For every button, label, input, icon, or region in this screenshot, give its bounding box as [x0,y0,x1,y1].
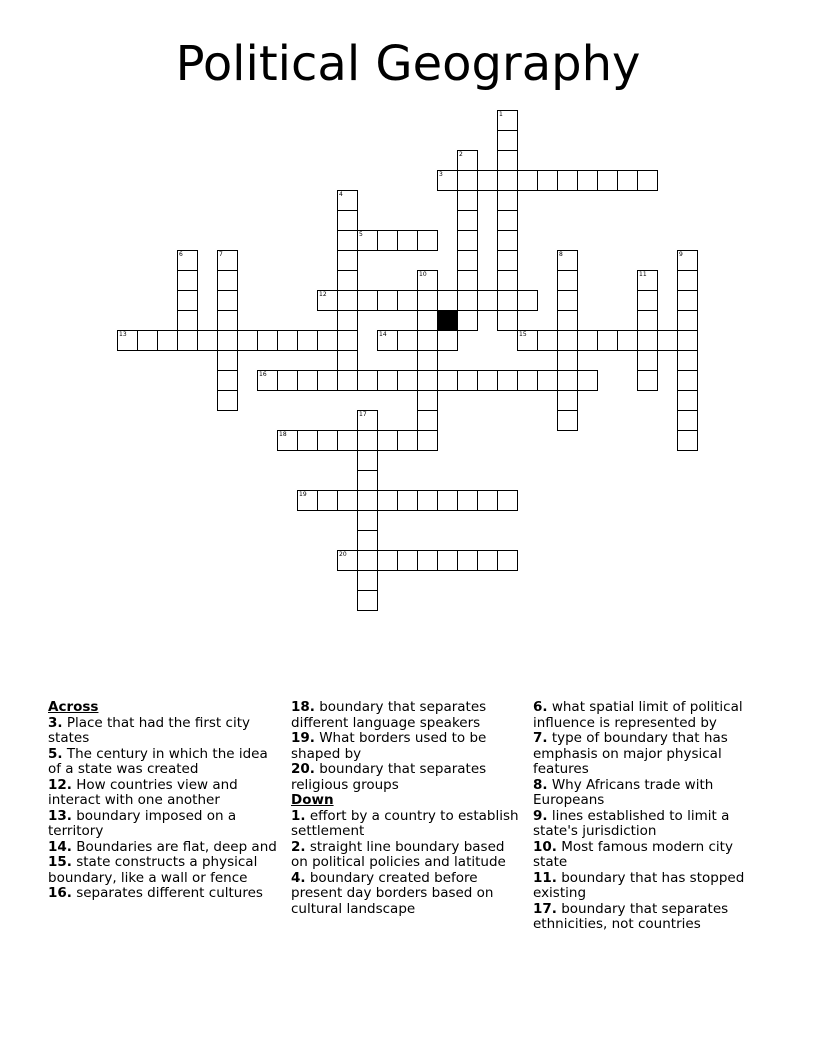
grid-cell[interactable] [497,210,518,231]
grid-cell[interactable] [337,550,358,571]
grid-cell[interactable] [457,170,478,191]
clue-number: 8 [559,251,563,258]
grid-cell[interactable] [357,490,378,511]
clue-number: 14 [379,331,387,338]
clue-number: 7 [219,251,223,258]
grid-cell[interactable] [457,490,478,511]
grid-cell[interactable] [357,510,378,531]
grid-cell[interactable] [457,230,478,251]
clue-item [533,700,765,731]
grid-cell[interactable] [317,330,338,351]
grid-cell[interactable] [357,470,378,491]
grid-cell[interactable] [497,230,518,251]
clue-column-1 [48,700,280,902]
grid-cell[interactable] [617,330,638,351]
grid-cell[interactable] [437,490,458,511]
grid-cell[interactable] [557,270,578,291]
grid-cell[interactable] [297,330,318,351]
grid-cell[interactable] [177,310,198,331]
grid-cell[interactable] [477,290,498,311]
grid-cell[interactable] [357,530,378,551]
grid-cell[interactable] [417,290,438,311]
grid-cell[interactable] [457,250,478,271]
grid-cell[interactable] [277,370,298,391]
grid-cell[interactable] [337,290,358,311]
grid-cell[interactable] [497,370,518,391]
grid-cell[interactable] [357,410,378,431]
grid-cell[interactable] [337,230,358,251]
clue-text: lines established to limit a state's jurisdiction [533,807,730,839]
clue-number-label: 18. [291,699,315,715]
clue-item [48,840,280,856]
grid-cell[interactable] [377,290,398,311]
grid-cell[interactable] [677,250,698,271]
grid-cell[interactable] [177,270,198,291]
grid-cell[interactable] [577,170,598,191]
grid-cell[interactable] [397,550,418,571]
grid-cell[interactable] [317,290,338,311]
clue-number: 1 [499,111,503,118]
clue-text: Place that had the first city states [48,714,250,746]
clue-number: 9 [679,251,683,258]
grid-cell[interactable] [517,290,538,311]
clue-text: boundary that separates religious groups [291,761,487,793]
clue-item [533,731,765,778]
clue-number: 10 [419,271,427,278]
grid-cell[interactable] [337,350,358,371]
grid-cell[interactable] [477,370,498,391]
grid-cell[interactable] [397,330,418,351]
clue-column-3 [533,700,765,933]
clue-text: boundary created before present day borders based on cultural landscape [291,869,494,917]
grid-cell[interactable] [677,350,698,371]
grid-cell[interactable] [257,330,278,351]
grid-cell[interactable] [677,390,698,411]
clue-number: 11 [639,271,647,278]
grid-cell[interactable] [277,330,298,351]
grid-cell[interactable] [677,330,698,351]
clue-number: 3 [439,171,443,178]
grid-cell[interactable] [637,330,658,351]
grid-cell[interactable] [677,370,698,391]
grid-cell[interactable] [577,370,598,391]
grid-cell[interactable] [457,270,478,291]
clue-number: 15 [519,331,527,338]
clue-number: 12 [319,291,327,298]
grid-cell[interactable] [557,370,578,391]
grid-cell[interactable] [557,170,578,191]
grid-cell[interactable] [197,330,218,351]
grid-cell[interactable] [437,330,458,351]
grid-cell[interactable] [417,370,438,391]
grid-cell[interactable] [497,250,518,271]
grid-cell[interactable] [497,270,518,291]
down-heading: Down [291,792,334,808]
clue-number-label: 16. [48,885,72,901]
grid-cell[interactable] [617,170,638,191]
grid-cell[interactable] [537,170,558,191]
clue-item [291,871,523,918]
clue-number-label: 13. [48,807,72,824]
grid-cell[interactable] [357,370,378,391]
grid-cell[interactable] [677,310,698,331]
grid-cell[interactable] [677,410,698,431]
grid-cell[interactable] [417,350,438,371]
grid-cell[interactable] [337,370,358,391]
grid-cell[interactable] [217,310,238,331]
grid-cell[interactable] [417,310,438,331]
clue-number: 2 [459,151,463,158]
clue-item [48,747,280,778]
grid-cell[interactable] [337,430,358,451]
clue-text: What borders used to be shaped by [291,730,487,762]
grid-cell[interactable] [637,350,658,371]
grid-cell[interactable] [637,270,658,291]
grid-cell[interactable] [597,330,618,351]
grid-cell[interactable] [337,210,358,231]
grid-cell[interactable] [557,290,578,311]
clue-item [48,809,280,840]
clue-item [291,762,523,793]
grid-cell[interactable] [437,370,458,391]
grid-cell[interactable] [557,390,578,411]
grid-cell[interactable] [437,170,458,191]
clue-text: How countries view and interact with one another [48,776,238,808]
grid-cell[interactable] [337,270,358,291]
clue-text: effort by a country to establish settlement [291,807,519,839]
grid-cell[interactable] [137,330,158,351]
clue-item [533,809,765,840]
clue-number: 16 [259,371,267,378]
clue-text: boundary that has stopped existing [533,869,745,901]
clue-number: 4 [339,191,343,198]
clue-item [533,902,765,933]
clue-number: 5 [359,231,363,238]
grid-cell[interactable] [417,330,438,351]
clue-number: 17 [359,411,367,418]
clue-text: Why Africans trade with Europeans [533,776,714,808]
clue-text: type of boundary that has emphasis on major physical features [533,730,728,777]
grid-cell[interactable] [337,310,358,331]
grid-cell[interactable] [517,330,538,351]
grid-cell[interactable] [437,550,458,571]
clue-number-label: 8. [533,776,548,793]
clue-number-label: 5. [48,745,63,762]
clue-item [48,778,280,809]
clue-number-label: 1. [291,807,306,824]
grid-cell[interactable] [557,310,578,331]
clue-column-2 [291,700,523,917]
grid-cell[interactable] [497,190,518,211]
clue-text: what spatial limit of political influence is represented by [533,699,743,731]
clue-item [291,840,523,871]
clue-item [48,886,280,902]
grid-cell[interactable] [277,430,298,451]
clue-number-label: 7. [533,730,548,746]
grid-cell[interactable] [297,430,318,451]
grid-cell[interactable] [217,290,238,311]
grid-cell[interactable] [457,290,478,311]
clue-number-label: 10. [533,838,557,855]
grid-cell[interactable] [637,170,658,191]
grid-cell[interactable] [177,250,198,271]
clue-text: Boundaries are flat, deep and [71,838,277,855]
clue-number-label: 4. [291,869,306,886]
grid-cell[interactable] [297,370,318,391]
grid-cell[interactable] [417,390,438,411]
grid-cell[interactable] [557,250,578,271]
clue-number-label: 19. [291,730,315,746]
clue-text: separates different cultures [71,885,263,901]
grid-cell[interactable] [357,430,378,451]
grid-cell[interactable] [317,370,338,391]
clue-number: 18 [279,431,287,438]
grid-cell[interactable] [577,330,598,351]
clue-number-label: 3. [48,714,63,731]
grid-cell[interactable] [317,430,338,451]
grid-cell[interactable] [177,290,198,311]
grid-cell[interactable] [377,370,398,391]
clue-item [48,716,280,747]
grid-cell[interactable] [457,370,478,391]
grid-cell[interactable] [477,170,498,191]
grid-cell[interactable] [417,230,438,251]
grid-cell[interactable] [177,330,198,351]
grid-cell[interactable] [477,550,498,571]
grid-cell[interactable] [637,370,658,391]
grid-cell[interactable] [657,330,678,351]
grid-cell[interactable] [357,230,378,251]
grid-cell[interactable] [557,330,578,351]
clue-number-label: 17. [533,900,557,917]
grid-cell[interactable] [377,230,398,251]
clue-text: Most famous modern city state [533,838,733,870]
clue-text: straight line boundary based on political policies and latitude [291,838,506,870]
clue-number: 19 [299,491,307,498]
grid-cell[interactable] [337,490,358,511]
clue-text: boundary that separates different language speakers [291,699,487,731]
grid-cell[interactable] [477,490,498,511]
grid-cell[interactable] [537,370,558,391]
clue-number-label: 15. [48,854,72,870]
grid-cell[interactable] [497,290,518,311]
grid-cell[interactable] [217,370,238,391]
grid-cell[interactable] [337,190,358,211]
grid-cell[interactable] [677,430,698,451]
grid-cell[interactable] [457,310,478,331]
grid-cell[interactable] [517,170,538,191]
grid-cell[interactable] [337,330,358,351]
grid-cell[interactable] [497,310,518,331]
grid-cell[interactable] [397,290,418,311]
grid-cell[interactable] [377,330,398,351]
grid-cell[interactable] [317,490,338,511]
grid-cell[interactable] [557,350,578,371]
grid-cell[interactable] [497,490,518,511]
grid-cell[interactable] [417,270,438,291]
grid-cell[interactable] [597,170,618,191]
grid-cell[interactable] [157,330,178,351]
clue-text: boundary that separates ethnicities, not countries [533,900,729,932]
grid-cell[interactable] [377,430,398,451]
grid-cell[interactable] [457,190,478,211]
clue-text: boundary imposed on a territory [48,807,237,839]
across-heading: Across [48,699,99,715]
grid-cell[interactable] [357,590,378,611]
clue-item [291,809,523,840]
grid-cell[interactable] [357,570,378,591]
grid-cell[interactable] [457,550,478,571]
grid-cell[interactable] [497,110,518,131]
grid-cell[interactable] [297,490,318,511]
grid-cell[interactable] [517,370,538,391]
grid-cell[interactable] [417,550,438,571]
grid-cell[interactable] [557,410,578,431]
clue-number-label: 2. [291,838,306,855]
clue-item [533,778,765,809]
clue-number-label: 12. [48,776,72,793]
grid-cell[interactable] [337,250,358,271]
clue-number-label: 9. [533,807,548,824]
grid-cell[interactable] [497,170,518,191]
grid-cell[interactable] [417,410,438,431]
grid-cell[interactable] [457,150,478,171]
grid-cell[interactable] [437,290,458,311]
grid-cell[interactable] [457,210,478,231]
grid-cell[interactable] [637,310,658,331]
grid-cell[interactable] [417,430,438,451]
grid-cell[interactable] [377,550,398,571]
clue-number: 20 [339,551,347,558]
grid-cell[interactable] [357,450,378,471]
black-cell [437,310,458,331]
grid-cell[interactable] [397,230,418,251]
grid-cell[interactable] [497,130,518,151]
grid-cell[interactable] [217,390,238,411]
grid-cell[interactable] [377,490,398,511]
clue-number: 6 [179,251,183,258]
grid-cell[interactable] [217,330,238,351]
grid-cell[interactable] [217,270,238,291]
grid-cell[interactable] [537,330,558,351]
clue-item [533,871,765,902]
grid-cell[interactable] [497,150,518,171]
grid-cell[interactable] [117,330,138,351]
clue-item [533,840,765,871]
grid-cell[interactable] [637,290,658,311]
grid-cell[interactable] [397,490,418,511]
grid-cell[interactable] [397,430,418,451]
grid-cell[interactable] [417,490,438,511]
grid-cell[interactable] [677,270,698,291]
grid-cell[interactable] [497,550,518,571]
grid-cell[interactable] [397,370,418,391]
clue-item [291,731,523,762]
clue-number-label: 14. [48,838,72,855]
clue-number-label: 6. [533,699,548,715]
grid-cell[interactable] [217,350,238,371]
grid-cell[interactable] [677,290,698,311]
grid-cell[interactable] [357,290,378,311]
puzzle-title: Political Geography [175,36,641,92]
clue-number-label: 11. [533,869,557,886]
clue-text: The century in which the idea of a state was created [48,745,268,777]
clue-number: 13 [119,331,127,338]
grid-cell[interactable] [257,370,278,391]
grid-cell[interactable] [357,550,378,571]
clue-item [48,855,280,886]
grid-cell[interactable] [237,330,258,351]
grid-cell[interactable] [217,250,238,271]
clue-text: state constructs a physical boundary, like a wall or fence [48,854,258,886]
clue-item [291,700,523,731]
clue-number-label: 20. [291,761,315,777]
